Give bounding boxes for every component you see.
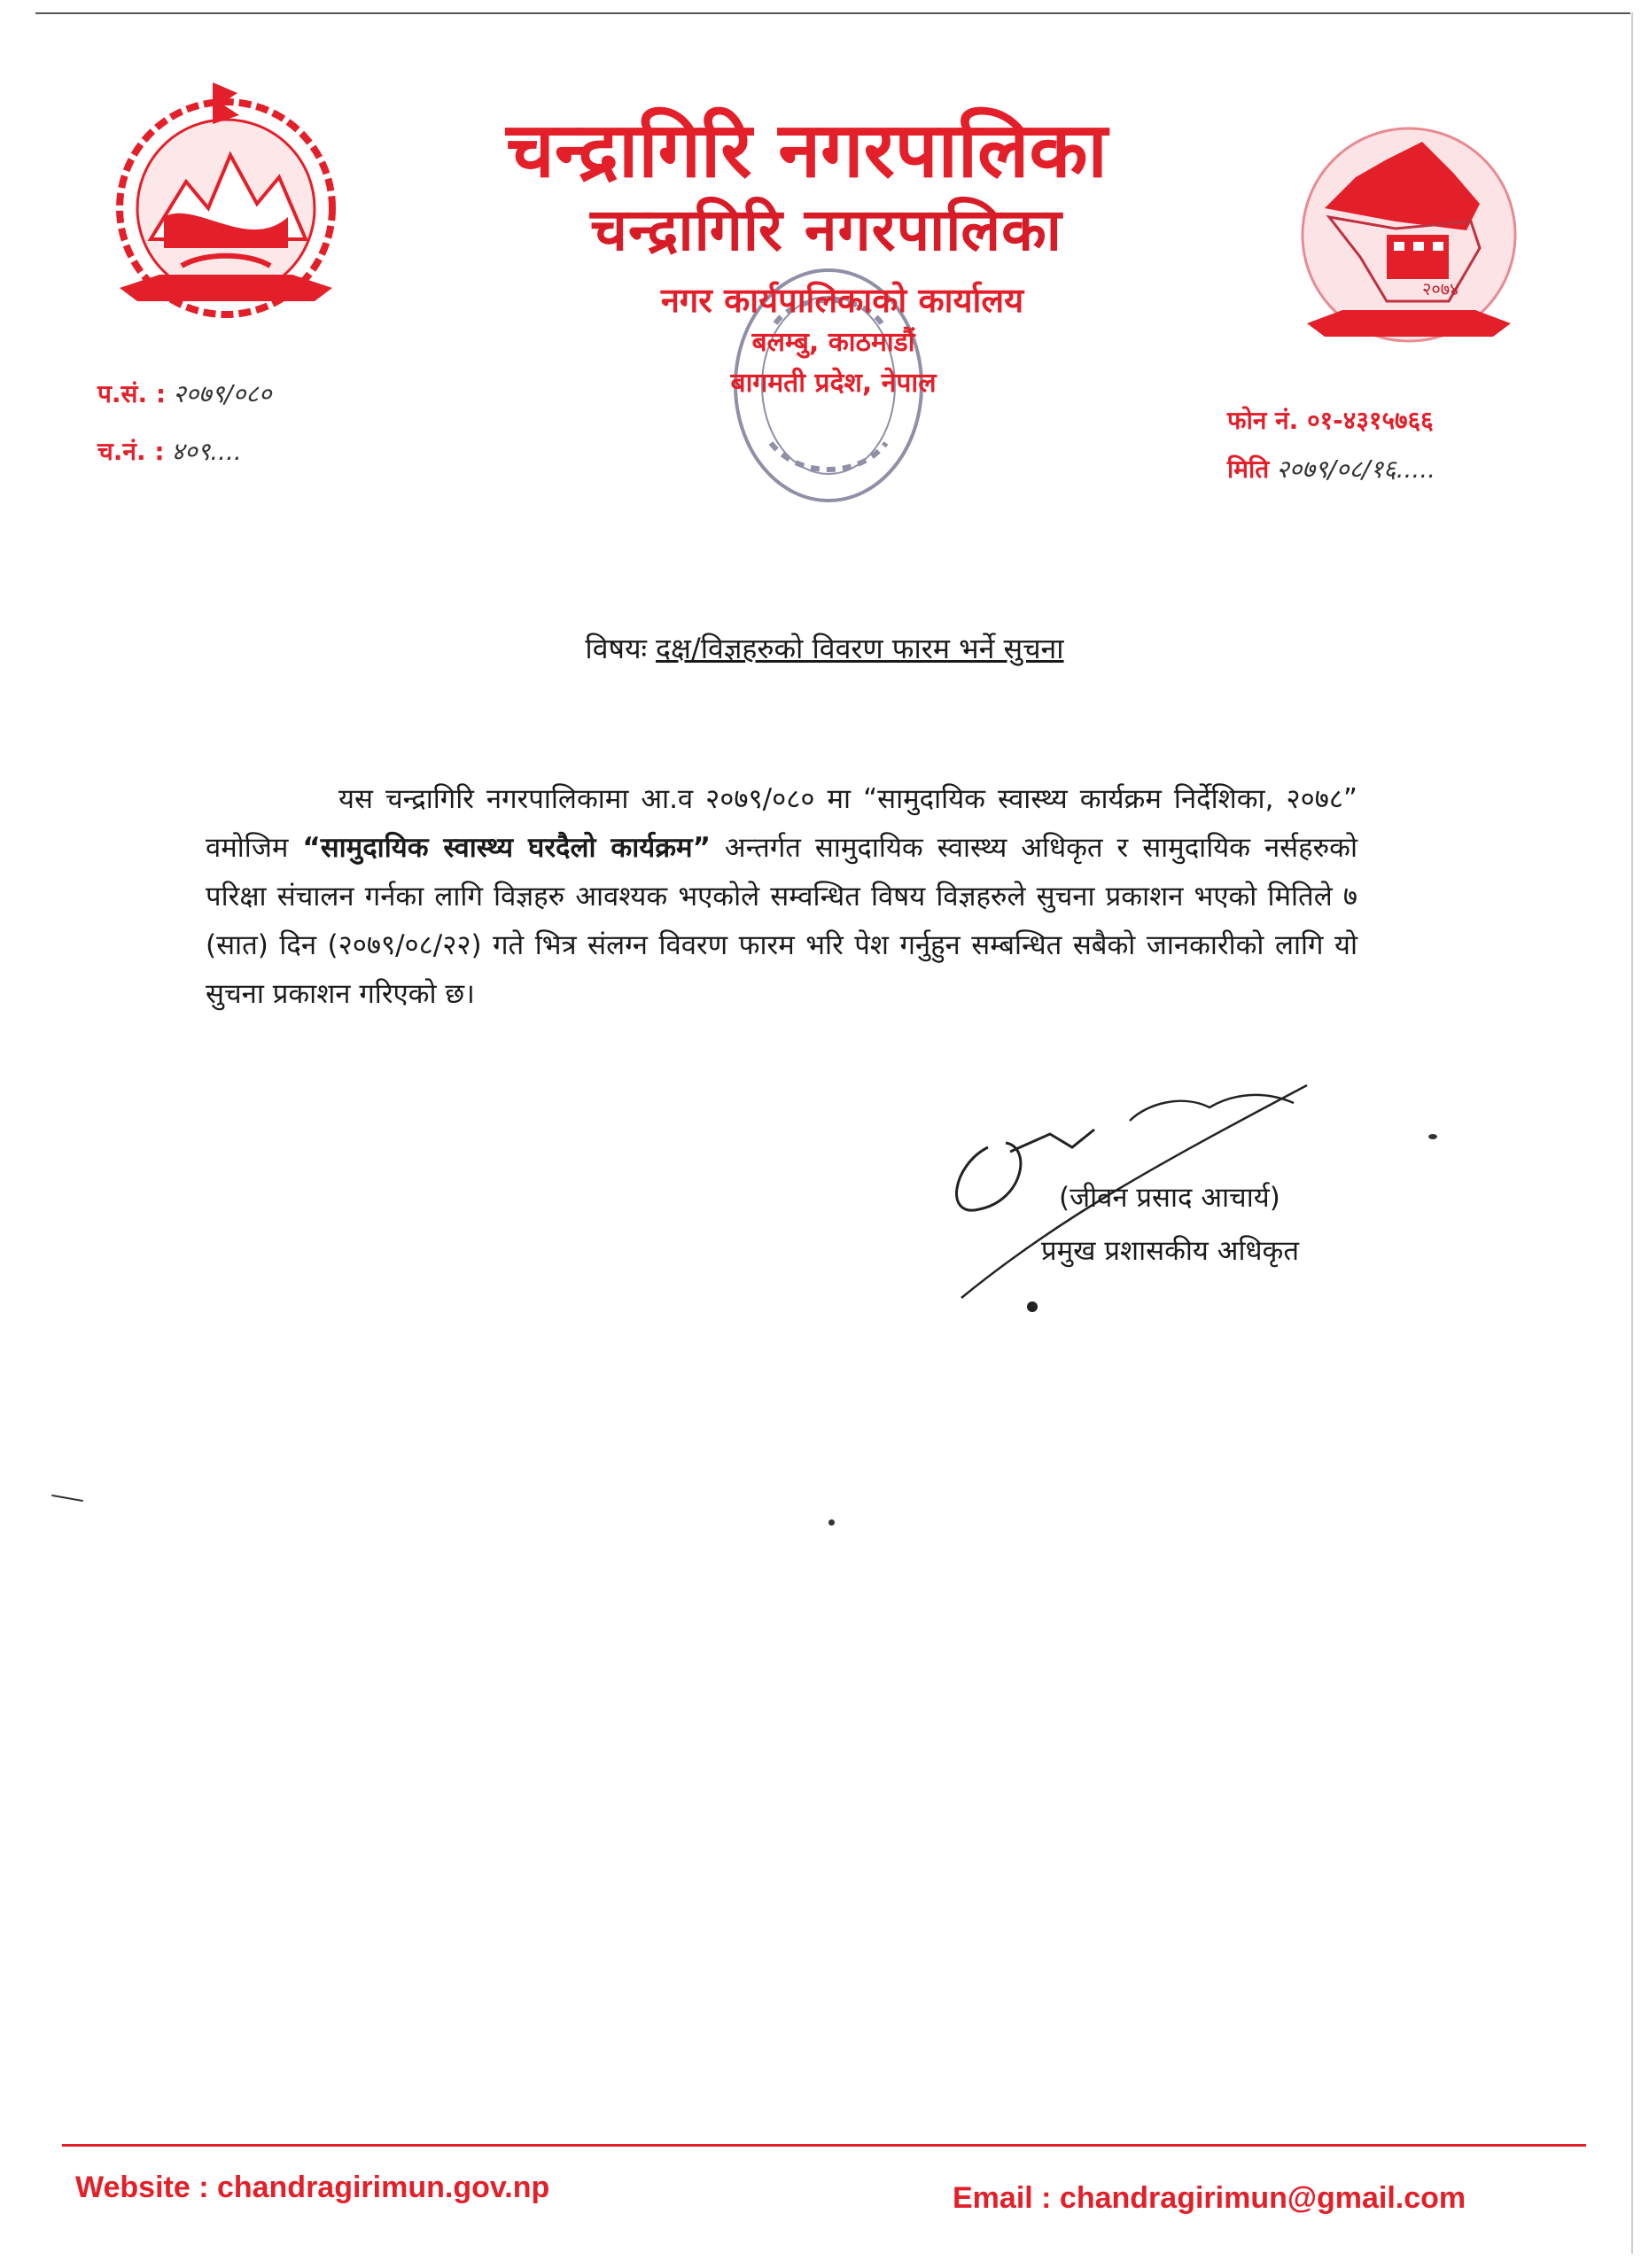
cn-value: ४०९.... — [171, 437, 242, 466]
phone-label: फोन नं. — [1227, 406, 1299, 435]
scan-dot — [1428, 1134, 1437, 1139]
phone-value: ०१-४३१५७६६ — [1307, 406, 1434, 435]
dispatch-number — [97, 434, 242, 468]
signatory-title: प्रमुख प्रशासकीय अधिकृत — [1041, 1235, 1300, 1267]
date-label: मिति — [1227, 454, 1270, 484]
notice-body — [206, 775, 1357, 1019]
ps-label: प.सं. : — [97, 379, 167, 408]
footer-website: Website : chandragirimun.gov.np — [75, 2171, 550, 2204]
signatory-name: (जीवन प्रसाद आचार्य) — [1059, 1182, 1280, 1214]
right-emblem-year: २०७४ — [1422, 278, 1459, 299]
scan-dot — [828, 1519, 835, 1526]
footer-email: Email : chandragirimun@gmail.com — [953, 2181, 1466, 2215]
ps-value: २०७९/०८० — [173, 379, 272, 408]
cn-label: च.नं. : — [97, 437, 165, 466]
footer-rule — [62, 2144, 1586, 2147]
phone-number — [1227, 403, 1434, 437]
top-border-line — [35, 12, 1630, 14]
body-program-name: “सामुदायिक स्वास्थ्य घरदैलो कार्यक्रम” — [302, 832, 711, 864]
municipality-title: चन्द्रागिरि नगरपालिका — [506, 106, 1108, 195]
subject-text: दक्ष/विज्ञहरुको विवरण फारम भर्ने सुचना — [656, 632, 1064, 665]
municipality-title-stylized: चन्द्रागिरि नगरपालिका — [590, 196, 1062, 264]
letter-date — [1227, 452, 1435, 485]
address-line-1: बलम्बु, काठमाडौं — [751, 327, 915, 358]
office-name: नगर कार्यपालिकाको कार्यालय — [660, 281, 1024, 320]
body-part-2: अन्तर्गत सामुदायिक स्वास्थ्य अधिकृत र सामुदायिक नर्सहरुको परिक्षा संचालन गर्नका लागि विज्ञहरु आवश्यक भएकोले सम्वन्धित विषय विज्ञहरुले सुचना प्रकाशन भएको मितिले ७ (सात) दिन (२०७९/०८/२२) गते भित्र संलग्न विवरण फारम भरि पेश गर्नुहुन सम्बन्धित सबैको जानकारीको लागि यो सुचना प्रकाशन गरिएको छ। — [206, 832, 1357, 1010]
subject-line — [0, 629, 1649, 667]
scan-mark — [51, 1495, 83, 1502]
subject-label: विषयः — [585, 632, 648, 665]
reference-number — [97, 377, 271, 410]
address-line-2: बागमती प्रदेश, नेपाल — [730, 368, 937, 399]
body-part-1: यस चन्द्रागिरि नगरपालिकामा आ.व २०७९/०८० मा “सामुदायिक स्वास्थ्य कार्यक्रम निर्देशिका, २०७८” वमोजिम — [206, 783, 1357, 864]
date-value: २०७९/०८/१६..... — [1276, 454, 1436, 484]
